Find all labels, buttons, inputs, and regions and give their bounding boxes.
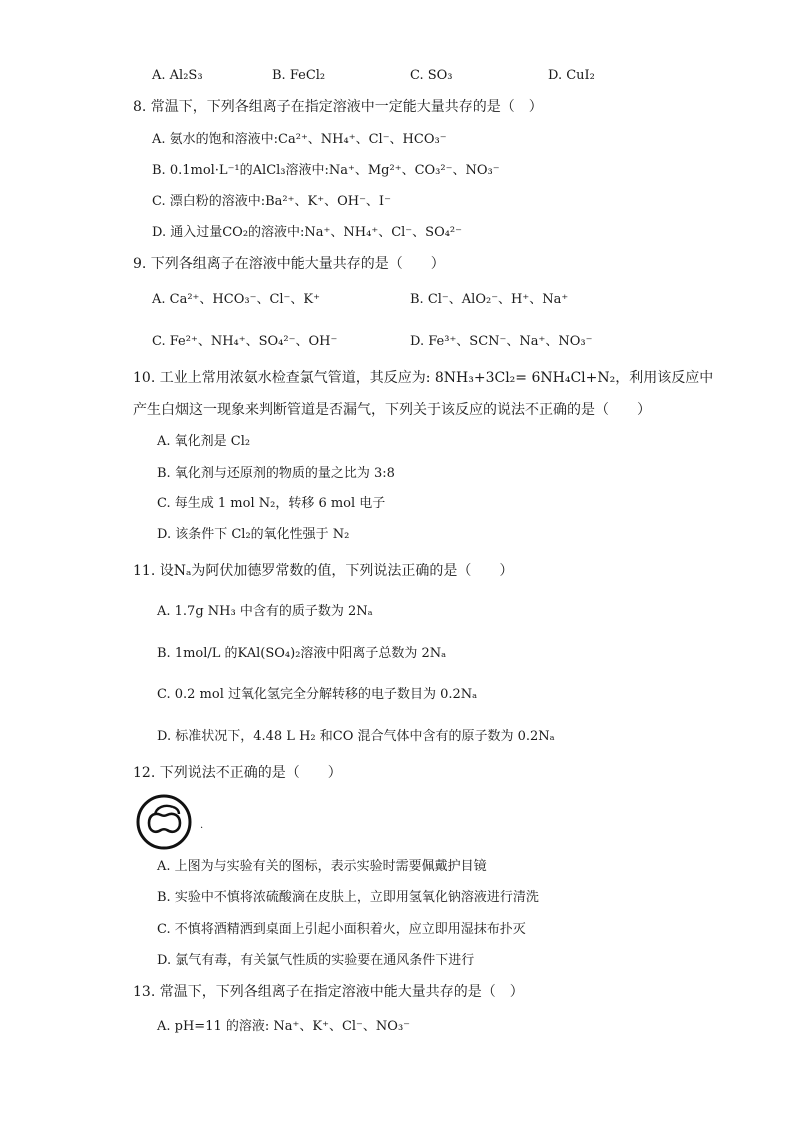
q12-stem: 12. 下列说法不正确的是（ ） [133, 765, 342, 781]
q9-option-d: D. Fe³⁺、SCN⁻、Na⁺、NO₃⁻ [410, 334, 593, 349]
q7-option-a: A. Al₂S₃ [152, 68, 203, 83]
q13-option-a: A. pH=11 的溶液: Na⁺、K⁺、Cl⁻、NO₃⁻ [157, 1019, 411, 1034]
q10-option-d: D. 该条件下 Cl₂的氧化性强于 N₂ [157, 527, 350, 542]
q11-option-d: D. 标准状况下，4.48 L H₂ 和CO 混合气体中含有的原子数为 0.2Nₐ [157, 729, 555, 744]
q7-option-d: D. CuI₂ [548, 68, 595, 83]
q10-option-c: C. 每生成 1 mol N₂，转移 6 mol 电子 [157, 496, 386, 511]
q7-option-b: B. FeCl₂ [272, 68, 326, 83]
q10-stem-line1: 10. 工业上常用浓氨水检查氯气管道，其反应为: 8NH₃+3Cl₂= 6NH₄Cl+N₂，利用该反应中 [133, 370, 714, 386]
q10-option-b: B. 氧化剂与还原剂的物质的量之比为 3:8 [157, 466, 395, 481]
q13-stem: 13. 常温下，下列各组离子在指定溶液中能大量共存的是（ ） [133, 984, 524, 1000]
q8-option-b: B. 0.1mol·L⁻¹的AlCl₃溶液中:Na⁺、Mg²⁺、CO₃²⁻、NO₃⁻ [152, 163, 500, 178]
q7-option-c: C. SO₃ [410, 68, 453, 83]
q9-option-b: B. Cl⁻、AlO₂⁻、H⁺、Na⁺ [410, 292, 569, 307]
q8-option-a: A. 氨水的饱和溶液中:Ca²⁺、NH₄⁺、Cl⁻、HCO₃⁻ [152, 132, 447, 147]
q10-stem-line2: 产生白烟这一现象来判断管道是否漏气，下列关于该反应的说法不正确的是（ ） [133, 402, 651, 418]
q11-option-a: A. 1.7g NH₃ 中含有的质子数为 2Nₐ [157, 604, 373, 619]
q9-stem: 9. 下列各组离子在溶液中能大量共存的是（ ） [133, 256, 445, 272]
q12-option-d: D. 氯气有毒，有关氯气性质的实验要在通风条件下进行 [157, 953, 475, 968]
q9-option-c: C. Fe²⁺、NH₄⁺、SO₄²⁻、OH⁻ [152, 334, 338, 349]
q8-option-d: D. 通入过量CO₂的溶液中:Na⁺、NH₄⁺、Cl⁻、SO₄²⁻ [152, 225, 463, 240]
q11-option-c: C. 0.2 mol 过氧化氢完全分解转移的电子数目为 0.2Nₐ [157, 687, 478, 702]
q12-option-a: A. 上图为与实验有关的图标，表示实验时需要佩戴护目镜 [157, 859, 487, 874]
figure-dot: . [200, 820, 204, 831]
q8-option-c: C. 漂白粉的溶液中:Ba²⁺、K⁺、OH⁻、I⁻ [152, 194, 391, 209]
q10-option-a: A. 氧化剂是 Cl₂ [157, 434, 251, 449]
q12-option-b: B. 实验中不慎将浓硫酸滴在皮肤上，立即用氢氧化钠溶液进行清洗 [157, 890, 539, 905]
q8-stem: 8. 常温下，下列各组离子在指定溶液中一定能大量共存的是（ ） [133, 99, 543, 115]
q9-option-a: A. Ca²⁺、HCO₃⁻、Cl⁻、K⁺ [152, 292, 320, 307]
safety-goggles-icon [135, 793, 193, 851]
q11-stem: 11. 设Nₐ为阿伏加德罗常数的值，下列说法正确的是（ ） [133, 563, 514, 579]
q12-option-c: C. 不慎将酒精洒到桌面上引起小面积着火，应立即用湿抹布扑灭 [157, 922, 526, 937]
q11-option-b: B. 1mol/L 的KAl(SO₄)₂溶液中阳离子总数为 2Nₐ [157, 646, 447, 661]
